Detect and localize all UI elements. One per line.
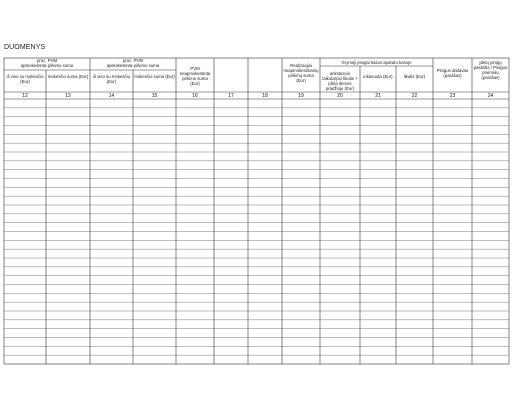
header-col20: ankstesnio laikotarpio likutis + įdėta dienos pradžioje (Eur) — [322, 71, 358, 91]
header-col19: Realizacijai neapmokestinamų pirkimų suma (Eur) — [283, 63, 319, 83]
header-pvm-rate-1: proc. PVM apmokestinta pirkimo suma — [20, 58, 74, 68]
column-number-19: 19 — [298, 93, 304, 99]
column-number-24: 24 — [487, 93, 494, 99]
column-number-17: 17 — [228, 93, 234, 99]
header-col21: inkasuota (Eur) — [363, 74, 393, 79]
header-col12: iš viso su mokesčiu (Eur) — [6, 74, 44, 84]
header-col24: Įdėtų pinigų paskirtis / Pinigus priėmiau (parašas) — [473, 60, 508, 80]
header-col13: mokesčio suma (Eur) — [47, 74, 89, 79]
column-number-15: 15 — [151, 93, 158, 99]
column-number-13: 13 — [65, 93, 71, 99]
header-col22: likutis (Eur) — [403, 74, 426, 79]
header-pvm-rate-2: proc. PVM apmokestinta pirkimo suma — [106, 58, 160, 68]
column-number-21: 21 — [375, 93, 381, 99]
header-cash-group: Grynieji pinigai kasos aparato kasoje — [341, 60, 412, 65]
header-col16: PVM neapmokestinta pirkimo suma (Eur) — [179, 66, 211, 86]
column-number-14: 14 — [108, 93, 115, 99]
column-number-23: 23 — [449, 93, 456, 99]
header-col23: Pinigus atidavau (parašas) — [436, 68, 469, 78]
column-number-18: 18 — [262, 93, 268, 99]
page-title: DUOMENYS — [4, 44, 46, 51]
header-col14: iš viso su mokesčiu (Eur) — [92, 74, 130, 84]
column-number-16: 16 — [192, 93, 198, 99]
column-number-22: 22 — [411, 93, 418, 99]
header-col15: mokesčio suma (Eur) — [134, 74, 175, 79]
column-number-20: 20 — [337, 93, 343, 99]
column-number-12: 12 — [22, 93, 28, 99]
